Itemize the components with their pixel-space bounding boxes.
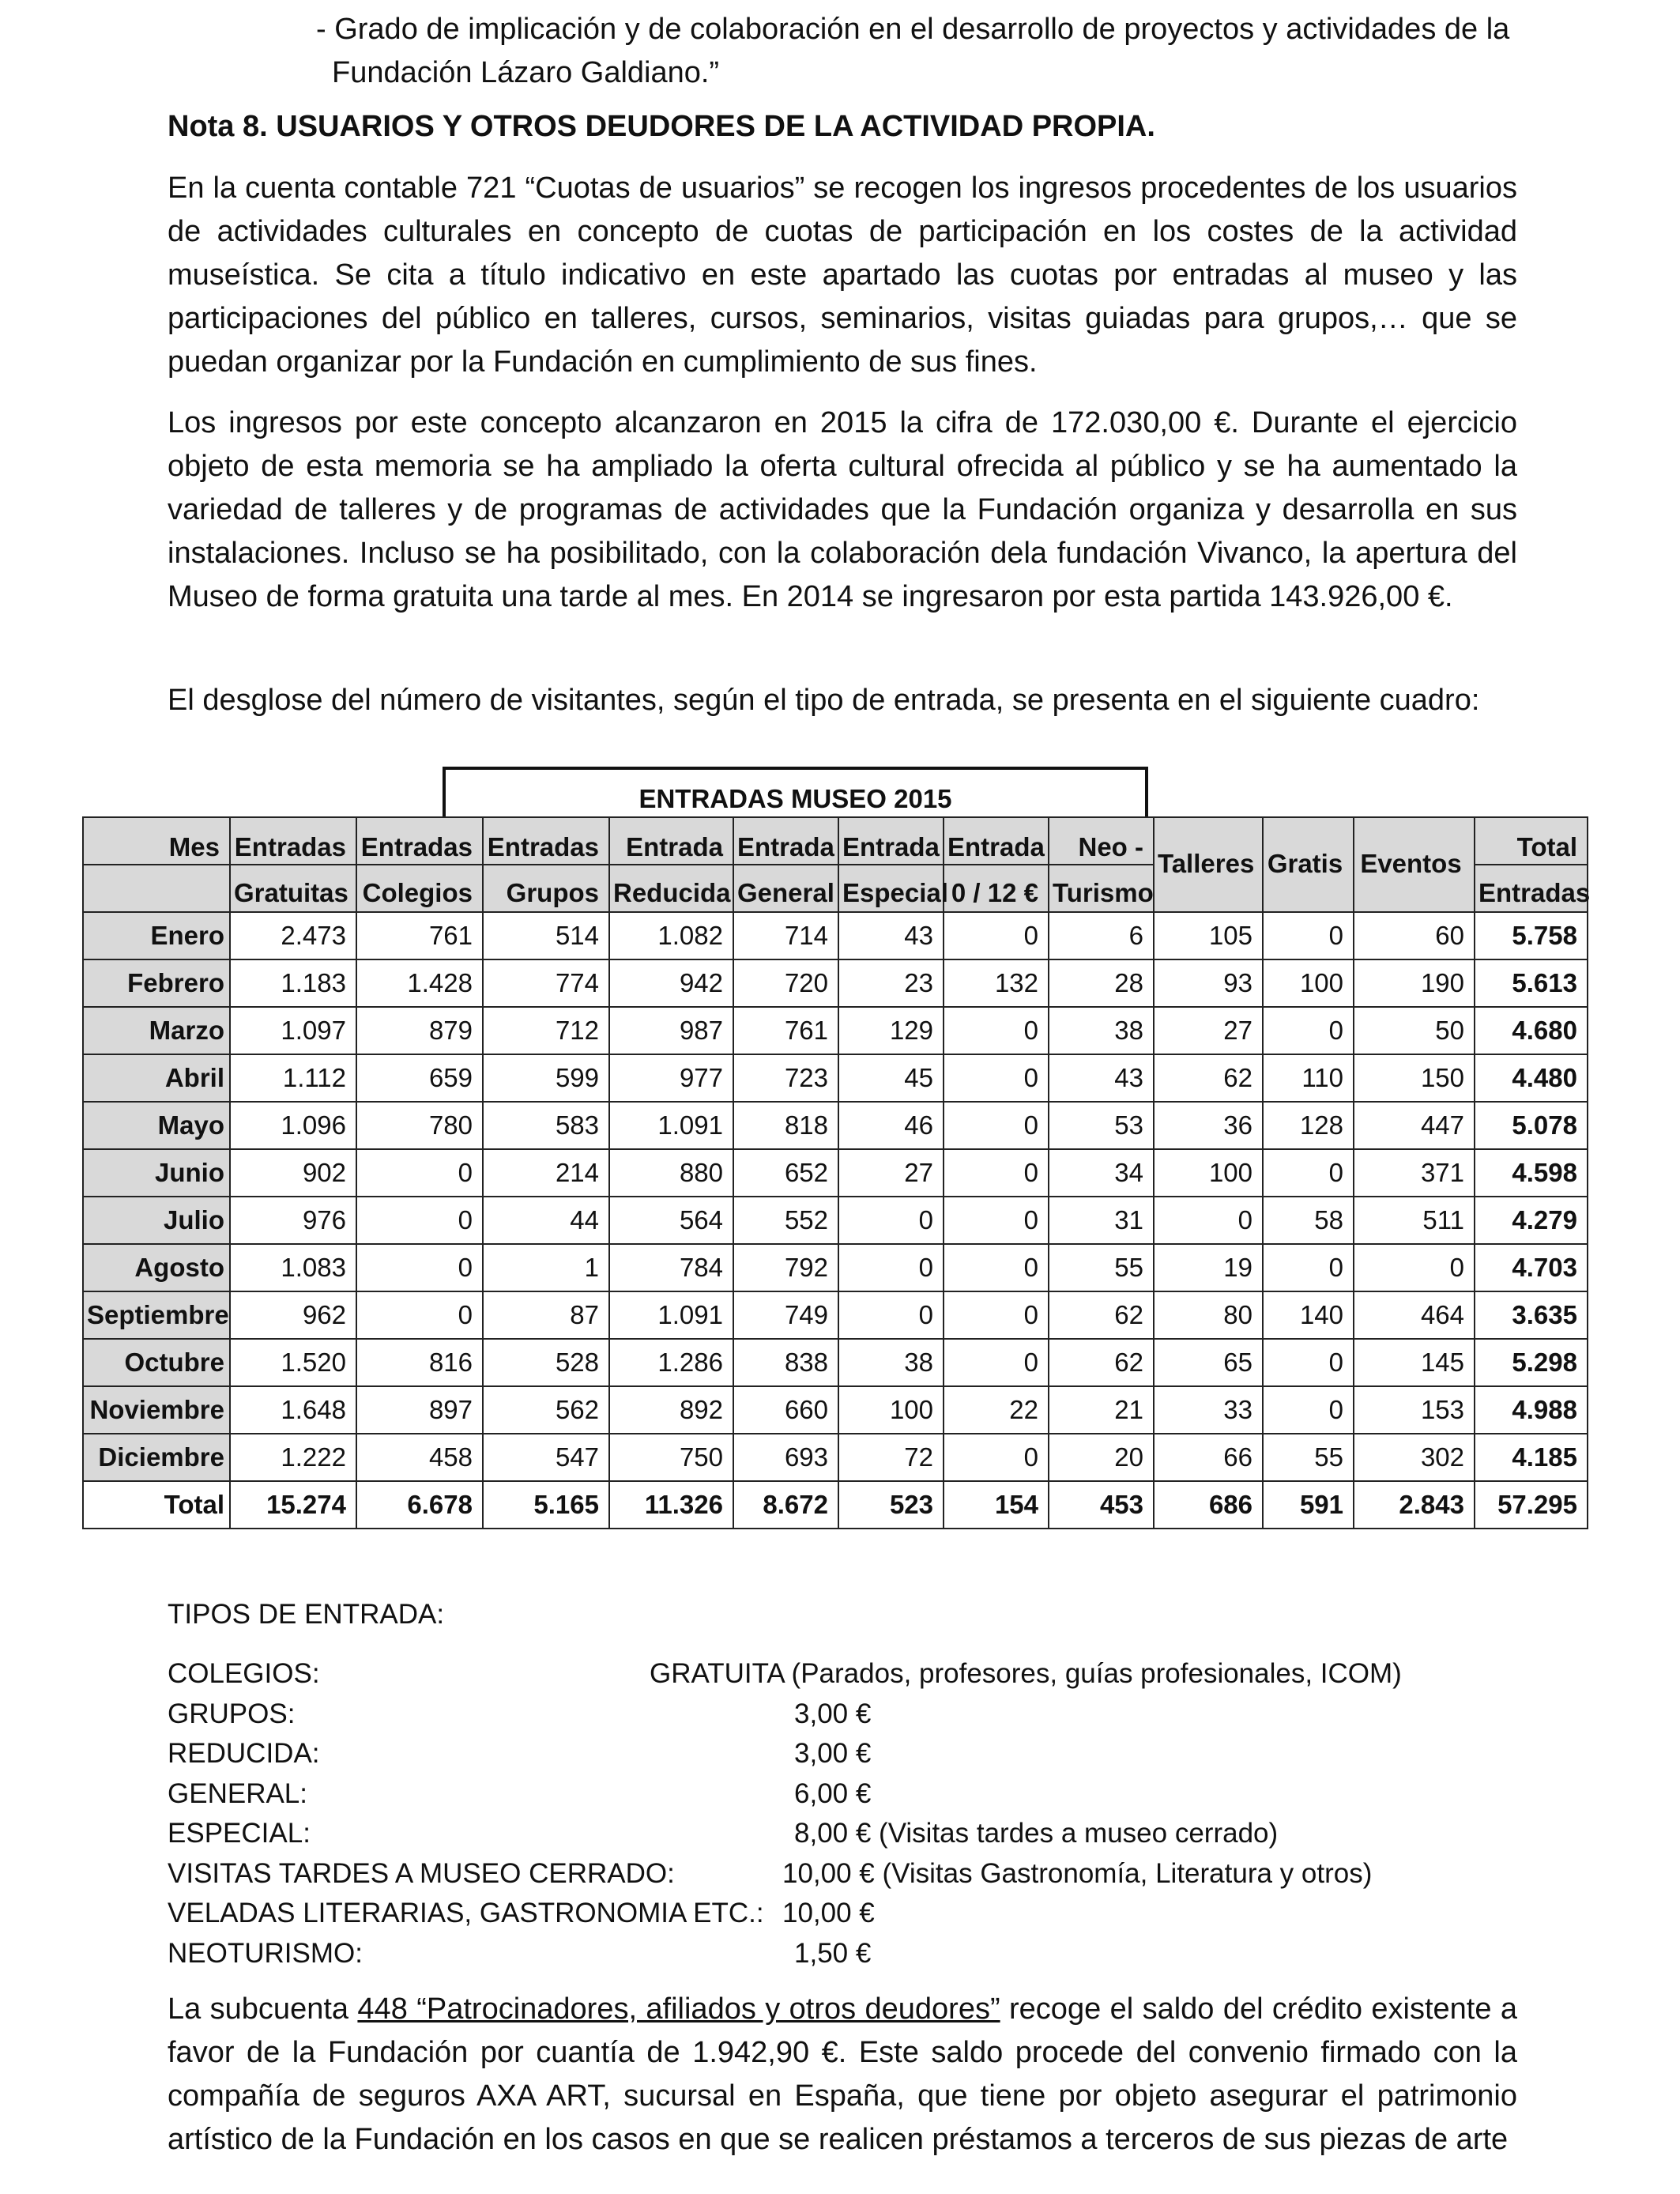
value-cell: 0 — [944, 1339, 1049, 1386]
value-cell: 784 — [609, 1244, 733, 1291]
value-cell: 1.286 — [609, 1339, 733, 1386]
value-cell: 749 — [733, 1291, 838, 1339]
value-cell: 0 — [838, 1291, 944, 1339]
value-cell: 214 — [483, 1149, 609, 1197]
value-cell: 0 — [944, 1102, 1049, 1149]
table-row — [83, 1149, 1588, 1197]
month-cell: Noviembre — [83, 1386, 230, 1434]
header-cell: Reducida — [609, 865, 733, 912]
value-cell: 458 — [356, 1434, 483, 1481]
tipo-row — [168, 1695, 1550, 1735]
value-cell: 528 — [483, 1339, 609, 1386]
value-cell: 838 — [733, 1339, 838, 1386]
value-cell: 0 — [1263, 912, 1354, 959]
tipo-row — [168, 1654, 1550, 1695]
header-cell: Entrada — [944, 817, 1049, 865]
tipo-row — [168, 1734, 1550, 1774]
value-cell: 36 — [1154, 1102, 1263, 1149]
value-cell: 547 — [483, 1434, 609, 1481]
value-cell: 128 — [1263, 1102, 1354, 1149]
header-cell: Entrada — [733, 817, 838, 865]
tipo-row — [168, 1894, 1550, 1934]
table-row — [83, 1102, 1588, 1149]
value-cell: 5.165 — [483, 1481, 609, 1529]
quote-line-1: - Grado de implicación y de colaboración en el desarrollo de proyectos y actividades de la — [316, 13, 1510, 46]
value-cell: 371 — [1354, 1149, 1475, 1197]
row-total-cell: 5.298 — [1475, 1339, 1588, 1386]
value-cell: 62 — [1049, 1291, 1154, 1339]
row-total-cell: 3.635 — [1475, 1291, 1588, 1339]
value-cell: 6.678 — [356, 1481, 483, 1529]
value-cell: 100 — [1154, 1149, 1263, 1197]
value-cell: 2.843 — [1354, 1481, 1475, 1529]
value-cell: 21 — [1049, 1386, 1154, 1434]
table-row — [83, 1197, 1588, 1244]
quote-line-2: Fundación Lázaro Galdiano.” — [332, 56, 720, 89]
paragraph-cuotas-usuarios: En la cuenta contable 721 “Cuotas de usuarios” se recogen los ingresos procedentes de los usuarios de actividades culturales en concepto de cuotas de participación en los costes de la actividad museística. Se cita a título indicativo en este apartado las cuotas por entradas al museo y las participaciones del público en talleres, cursos, seminarios, visitas guiadas para grupos,… que se puedan organizar por la Fundación en cumplimiento de sus fines. — [168, 172, 1517, 379]
month-cell: Abril — [83, 1054, 230, 1102]
table-title: ENTRADAS MUSEO 2015 — [638, 784, 952, 813]
value-cell: 714 — [733, 912, 838, 959]
value-cell: 880 — [609, 1149, 733, 1197]
value-cell: 977 — [609, 1054, 733, 1102]
row-total-cell: 4.480 — [1475, 1054, 1588, 1102]
value-cell: 0 — [944, 1291, 1049, 1339]
value-cell: 55 — [1049, 1244, 1154, 1291]
header-cell — [83, 865, 230, 912]
value-cell: 0 — [944, 1244, 1049, 1291]
value-cell: 591 — [1263, 1481, 1354, 1529]
value-cell: 55 — [1263, 1434, 1354, 1481]
quote-continuation — [316, 8, 1517, 95]
tipo-label: COLEGIOS: — [168, 1658, 320, 1689]
value-cell: 34 — [1049, 1149, 1154, 1197]
value-cell: 58 — [1263, 1197, 1354, 1244]
row-total-cell: 5.078 — [1475, 1102, 1588, 1149]
month-cell: Junio — [83, 1149, 230, 1197]
table-total-row — [83, 1481, 1588, 1529]
value-cell: 22 — [944, 1386, 1049, 1434]
value-cell: 897 — [356, 1386, 483, 1434]
row-total-cell: 5.758 — [1475, 912, 1588, 959]
value-cell: 1.082 — [609, 912, 733, 959]
p4-account-link: 448 “Patrocinadores, afiliados y otros deudores” — [357, 1992, 1000, 2026]
value-cell: 0 — [1263, 1339, 1354, 1386]
value-cell: 0 — [944, 1149, 1049, 1197]
value-cell: 0 — [356, 1197, 483, 1244]
value-cell: 0 — [838, 1244, 944, 1291]
value-cell: 686 — [1154, 1481, 1263, 1529]
header-cell: Total — [1475, 817, 1588, 865]
value-cell: 1.520 — [230, 1339, 356, 1386]
value-cell: 1.428 — [356, 959, 483, 1007]
value-cell: 0 — [1263, 1007, 1354, 1054]
header-cell: Entradas — [1475, 865, 1588, 912]
table-row — [83, 1386, 1588, 1434]
value-cell: 65 — [1154, 1339, 1263, 1386]
row-total-cell: 4.988 — [1475, 1386, 1588, 1434]
month-cell: Febrero — [83, 959, 230, 1007]
value-cell: 514 — [483, 912, 609, 959]
row-total-cell: 57.295 — [1475, 1481, 1588, 1529]
value-cell: 942 — [609, 959, 733, 1007]
header-cell: Grupos — [483, 865, 609, 912]
value-cell: 0 — [944, 1434, 1049, 1481]
value-cell: 0 — [356, 1244, 483, 1291]
paragraph-subcuenta — [168, 1988, 1517, 2162]
header-cell: Neo - — [1049, 817, 1154, 865]
header-cell: Entradas — [356, 817, 483, 865]
value-cell: 302 — [1354, 1434, 1475, 1481]
value-cell: 0 — [944, 912, 1049, 959]
tipo-label: GRUPOS: — [168, 1698, 296, 1729]
value-cell: 902 — [230, 1149, 356, 1197]
value-cell: 62 — [1049, 1339, 1154, 1386]
value-cell: 43 — [1049, 1054, 1154, 1102]
p4-after: recoge el saldo del crédito existente a favor de la Fundación por cuantía de 1.942,90 €. Este saldo procede del convenio firmado con la compañía de seguros AXA ART, sucursal en España, que tiene por objeto asegurar el patrimonio artístico de la Fundación en los casos en que se realicen préstamos a terceros de sus piezas de arte — [168, 1992, 1517, 2156]
tipo-label: VELADAS LITERARIAS, GASTRONOMIA ETC.: — [168, 1898, 764, 1928]
tipo-price: 1,50 € — [794, 1937, 872, 1969]
value-cell: 792 — [733, 1244, 838, 1291]
value-cell: 816 — [356, 1339, 483, 1386]
header-cell: Colegios — [356, 865, 483, 912]
visitors-table — [82, 816, 1591, 1529]
value-cell: 93 — [1154, 959, 1263, 1007]
value-cell: 150 — [1354, 1054, 1475, 1102]
tipo-row — [168, 1934, 1550, 1974]
header-cell: 0 / 12 € — [944, 865, 1049, 912]
value-cell: 0 — [356, 1291, 483, 1339]
table-header — [83, 817, 1591, 912]
table-row — [83, 1434, 1588, 1481]
value-cell: 33 — [1154, 1386, 1263, 1434]
value-cell: 27 — [1154, 1007, 1263, 1054]
value-cell: 1.083 — [230, 1244, 356, 1291]
value-cell: 818 — [733, 1102, 838, 1149]
header-cell: Eventos — [1354, 817, 1475, 912]
header-cell: Turismo — [1049, 865, 1154, 912]
value-cell: 132 — [944, 959, 1049, 1007]
tipo-row — [168, 1814, 1550, 1854]
value-cell: 1.091 — [609, 1102, 733, 1149]
value-cell: 43 — [838, 912, 944, 959]
tipo-price: 6,00 € — [794, 1777, 872, 1809]
value-cell: 45 — [838, 1054, 944, 1102]
row-total-cell: 4.598 — [1475, 1149, 1588, 1197]
month-cell: Marzo — [83, 1007, 230, 1054]
month-cell: Total — [83, 1481, 230, 1529]
value-cell: 15.274 — [230, 1481, 356, 1529]
value-cell: 1.183 — [230, 959, 356, 1007]
tipo-label: ESPECIAL: — [168, 1818, 311, 1849]
value-cell: 62 — [1154, 1054, 1263, 1102]
tipo-price: 10,00 € — [782, 1898, 875, 1928]
value-cell: 693 — [733, 1434, 838, 1481]
tipo-label: VISITAS TARDES A MUSEO CERRADO: — [168, 1857, 675, 1889]
value-cell: 976 — [230, 1197, 356, 1244]
row-total-cell: 4.185 — [1475, 1434, 1588, 1481]
header-cell: General — [733, 865, 838, 912]
value-cell: 190 — [1354, 959, 1475, 1007]
header-cell: Entradas — [483, 817, 609, 865]
value-cell: 80 — [1154, 1291, 1263, 1339]
value-cell: 2.473 — [230, 912, 356, 959]
value-cell: 6 — [1049, 912, 1154, 959]
value-cell: 720 — [733, 959, 838, 1007]
tipo-row — [168, 1774, 1550, 1815]
month-cell: Julio — [83, 1197, 230, 1244]
value-cell: 44 — [483, 1197, 609, 1244]
value-cell: 0 — [944, 1197, 1049, 1244]
value-cell: 892 — [609, 1386, 733, 1434]
value-cell: 1.112 — [230, 1054, 356, 1102]
month-cell: Octubre — [83, 1339, 230, 1386]
value-cell: 464 — [1354, 1291, 1475, 1339]
tipo-row — [168, 1854, 1550, 1894]
value-cell: 0 — [1263, 1244, 1354, 1291]
value-cell: 105 — [1154, 912, 1263, 959]
value-cell: 0 — [944, 1007, 1049, 1054]
value-cell: 1.096 — [230, 1102, 356, 1149]
value-cell: 0 — [1354, 1244, 1475, 1291]
value-cell: 962 — [230, 1291, 356, 1339]
header-cell: Gratuitas — [230, 865, 356, 912]
tipo-label: NEOTURISMO: — [168, 1937, 363, 1969]
header-cell: Especial — [838, 865, 944, 912]
value-cell: 129 — [838, 1007, 944, 1054]
value-cell: 100 — [1263, 959, 1354, 1007]
value-cell: 100 — [838, 1386, 944, 1434]
value-cell: 0 — [944, 1054, 1049, 1102]
value-cell: 28 — [1049, 959, 1154, 1007]
value-cell: 60 — [1354, 912, 1475, 959]
month-cell: Enero — [83, 912, 230, 959]
value-cell: 0 — [1154, 1197, 1263, 1244]
header-cell: Mes — [83, 817, 230, 865]
tipo-price: 8,00 € (Visitas tardes a museo cerrado) — [794, 1818, 1279, 1849]
value-cell: 23 — [838, 959, 944, 1007]
value-cell: 659 — [356, 1054, 483, 1102]
value-cell: 712 — [483, 1007, 609, 1054]
value-cell: 987 — [609, 1007, 733, 1054]
p4-before: La subcuenta — [168, 1992, 358, 2026]
header-row-1 — [83, 817, 1588, 865]
value-cell: 145 — [1354, 1339, 1475, 1386]
tipo-price: 3,00 € — [794, 1738, 872, 1769]
table-row — [83, 912, 1588, 959]
value-cell: 0 — [838, 1197, 944, 1244]
row-total-cell: 4.680 — [1475, 1007, 1588, 1054]
value-cell: 447 — [1354, 1102, 1475, 1149]
table-body — [83, 912, 1588, 1529]
value-cell: 761 — [733, 1007, 838, 1054]
month-cell: Diciembre — [83, 1434, 230, 1481]
header-cell: Entrada — [609, 817, 733, 865]
header-cell: Entradas — [230, 817, 356, 865]
value-cell: 38 — [1049, 1007, 1154, 1054]
month-cell: Septiembre — [83, 1291, 230, 1339]
value-cell: 750 — [609, 1434, 733, 1481]
value-cell: 723 — [733, 1054, 838, 1102]
value-cell: 154 — [944, 1481, 1049, 1529]
value-cell: 38 — [838, 1339, 944, 1386]
value-cell: 53 — [1049, 1102, 1154, 1149]
tipo-label: GENERAL: — [168, 1777, 307, 1809]
value-cell: 660 — [733, 1386, 838, 1434]
row-total-cell: 5.613 — [1475, 959, 1588, 1007]
value-cell: 1.222 — [230, 1434, 356, 1481]
value-cell: 1.091 — [609, 1291, 733, 1339]
value-cell: 780 — [356, 1102, 483, 1149]
value-cell: 552 — [733, 1197, 838, 1244]
value-cell: 20 — [1049, 1434, 1154, 1481]
tipo-price: 10,00 € (Visitas Gastronomía, Literatura y otros) — [782, 1857, 1373, 1889]
value-cell: 0 — [1263, 1149, 1354, 1197]
value-cell: 1 — [483, 1244, 609, 1291]
value-cell: 8.672 — [733, 1481, 838, 1529]
tipo-label: REDUCIDA: — [168, 1738, 320, 1769]
value-cell: 31 — [1049, 1197, 1154, 1244]
value-cell: 879 — [356, 1007, 483, 1054]
paragraph-desglose: El desglose del número de visitantes, según el tipo de entrada, se presenta en el siguiente cuadro: — [168, 684, 1480, 717]
paragraph-ingresos: Los ingresos por este concepto alcanzaron en 2015 la cifra de 172.030,00 €. Durante el ejercicio objeto de esta memoria se ha ampliado la oferta cultural ofrecida al público y se ha aumentado la variedad de talleres y de programas de actividades que la Fundación organiza y desarrolla en sus instalaciones. Incluso se ha posibilitado, con la colaboración dela fundación Vivanco, la apertura del Museo de forma gratuita una tarde al mes. En 2014 se ingresaron por esta partida 143.926,00 €. — [168, 406, 1517, 613]
value-cell: 11.326 — [609, 1481, 733, 1529]
value-cell: 153 — [1354, 1386, 1475, 1434]
value-cell: 583 — [483, 1102, 609, 1149]
value-cell: 0 — [1263, 1386, 1354, 1434]
value-cell: 66 — [1154, 1434, 1263, 1481]
tipos-title: TIPOS DE ENTRADA: — [168, 1599, 445, 1630]
month-cell: Mayo — [83, 1102, 230, 1149]
table-row — [83, 1244, 1588, 1291]
tipos-list — [168, 1654, 1550, 1973]
table-row — [83, 1339, 1588, 1386]
value-cell: 453 — [1049, 1481, 1154, 1529]
table-row — [83, 1007, 1588, 1054]
row-total-cell: 4.279 — [1475, 1197, 1588, 1244]
header-cell: Entrada — [838, 817, 944, 865]
row-total-cell: 4.703 — [1475, 1244, 1588, 1291]
header-cell: Gratis — [1263, 817, 1354, 912]
table-title-box — [443, 767, 1148, 816]
value-cell: 564 — [609, 1197, 733, 1244]
value-cell: 140 — [1263, 1291, 1354, 1339]
tipo-price: GRATUITA (Parados, profesores, guías profesionales, ICOM) — [650, 1658, 1402, 1689]
table-row — [83, 1291, 1588, 1339]
value-cell: 1.648 — [230, 1386, 356, 1434]
section-title: Nota 8. USUARIOS Y OTROS DEUDORES DE LA ACTIVIDAD PROPIA. — [168, 110, 1155, 143]
value-cell: 562 — [483, 1386, 609, 1434]
value-cell: 50 — [1354, 1007, 1475, 1054]
tipo-price: 3,00 € — [794, 1698, 872, 1729]
value-cell: 110 — [1263, 1054, 1354, 1102]
table-row — [83, 1054, 1588, 1102]
value-cell: 19 — [1154, 1244, 1263, 1291]
value-cell: 652 — [733, 1149, 838, 1197]
header-cell: Talleres — [1154, 817, 1263, 912]
value-cell: 761 — [356, 912, 483, 959]
table-row — [83, 959, 1588, 1007]
value-cell: 87 — [483, 1291, 609, 1339]
month-cell: Agosto — [83, 1244, 230, 1291]
value-cell: 72 — [838, 1434, 944, 1481]
value-cell: 1.097 — [230, 1007, 356, 1054]
value-cell: 523 — [838, 1481, 944, 1529]
value-cell: 511 — [1354, 1197, 1475, 1244]
value-cell: 27 — [838, 1149, 944, 1197]
value-cell: 46 — [838, 1102, 944, 1149]
value-cell: 599 — [483, 1054, 609, 1102]
value-cell: 0 — [356, 1149, 483, 1197]
value-cell: 774 — [483, 959, 609, 1007]
